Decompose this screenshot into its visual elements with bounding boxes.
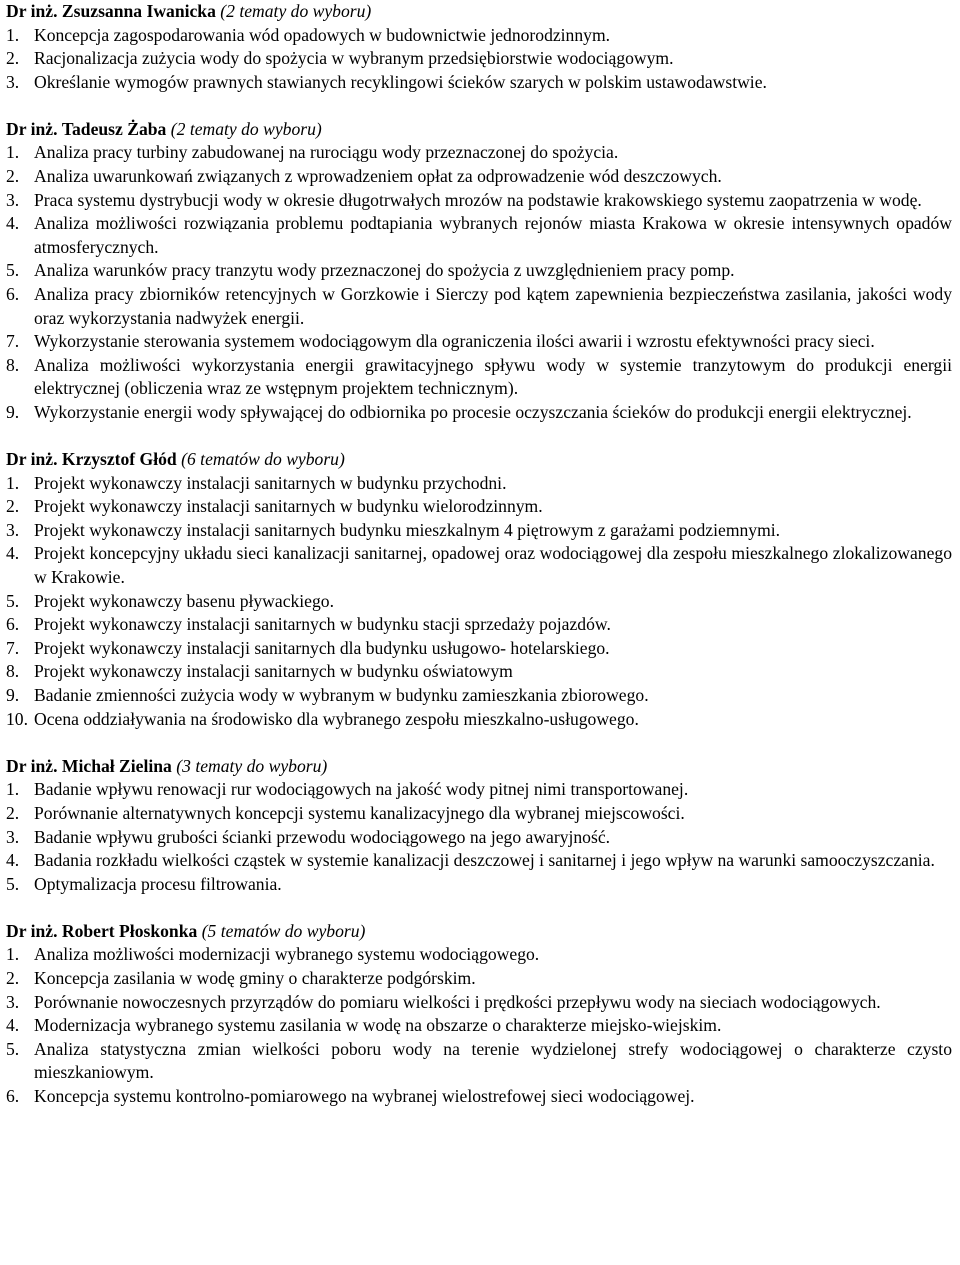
topic-item: [6, 778, 952, 802]
supervisor-title: Dr inż.: [6, 449, 58, 470]
topic-text: Projekt koncepcyjny układu sieci kanalizacji sanitarnej, opadowej oraz wodociągowej dla zespołu mieszkalnego zlokalizowanego w Krakowie.: [34, 543, 952, 588]
topic-number: 1.: [6, 142, 20, 163]
topic-text: Analiza pracy zbiorników retencyjnych w Gorzkowie i Sierczy pod kątem zapewnienia bezpieczeństwa zasilania, jakości wody oraz wykorzystania nadwyżek energii.: [34, 284, 952, 328]
supervisor-section: [6, 920, 952, 1109]
supervisor-heading: [6, 118, 952, 142]
topic-item: [6, 212, 952, 259]
topic-number: 1.: [6, 944, 20, 965]
supervisor-title: Dr inż.: [6, 755, 58, 776]
topic-text: Analiza warunków pracy tranzytu wody przeznaczonej do spożycia z uwzględnieniem pracy pomp.: [34, 260, 735, 281]
topic-number: 2.: [6, 802, 20, 823]
supervisor-heading: [6, 755, 952, 779]
topic-text: Analiza uwarunkowań związanych z wprowadzeniem opłat za odprowadzenie wód deszczowych.: [34, 166, 722, 187]
supervisor-title: Dr inż.: [6, 1, 58, 21]
topic-text: Badanie wpływu grubości ścianki przewodu wodociągowego na jego awaryjność.: [34, 826, 611, 847]
topic-number: 3.: [6, 826, 20, 847]
topic-text: Badanie zmienności zużycia wody w wybranym w budynku zamieszkania zbiorowego.: [34, 685, 649, 706]
topic-count: (5 tematów do wyboru): [201, 920, 366, 941]
topic-item: [6, 189, 952, 213]
topic-number: 1.: [6, 24, 20, 45]
topic-text: Koncepcja zasilania w wodę gminy o charakterze podgórskim.: [34, 967, 476, 988]
topic-item: [6, 991, 952, 1015]
topic-count: (3 tematy do wyboru): [176, 755, 328, 776]
topic-text: Projekt wykonawczy instalacji sanitarnych w budynku przychodni.: [34, 472, 507, 493]
topic-item: [6, 472, 952, 496]
topic-list: [6, 141, 952, 424]
topic-text: Analiza możliwości rozwiązania problemu podtapiania wybranych rejonów miasta Krakowa w okresie intensywnych opadów atmosferycznych.: [34, 213, 952, 257]
topic-count: (2 tematy do wyboru): [170, 118, 322, 139]
supervisor-heading: [6, 0, 952, 24]
topic-number: 3.: [6, 71, 20, 92]
topic-item: [6, 873, 952, 897]
topic-item: [6, 24, 952, 48]
topic-item: [6, 1038, 952, 1085]
topic-number: 2.: [6, 496, 20, 517]
topic-text: Praca systemu dystrybucji wody w okresie długotrwałych mrozów na podstawie krakowskiego systemu zaopatrzenia w wodę.: [34, 189, 922, 210]
topic-count: (6 tematów do wyboru): [181, 449, 345, 470]
supervisor-section: [6, 448, 952, 731]
topic-number: 4.: [6, 850, 20, 871]
topic-number: 10.: [6, 708, 28, 729]
topic-item: [6, 519, 952, 543]
topic-text: Badania rozkładu wielkości cząstek w systemie kanalizacji deszczowej i sanitarnej i jego wpływ na warunki samooczyszczania.: [34, 850, 935, 871]
topic-item: [6, 849, 952, 873]
topic-number: 5.: [6, 590, 20, 611]
topic-text: Analiza możliwości wykorzystania energii grawitacyjnego spływu wody w systemie tranzytowym do produkcji energii elektrycznej (obliczenia wraz ze wstępnym projektem technicznym).: [34, 354, 952, 399]
topic-number: 9.: [6, 402, 20, 422]
supervisor-heading: [6, 920, 952, 944]
supervisor-heading: [6, 448, 952, 472]
topic-number: 2.: [6, 967, 20, 988]
supervisor-title: Dr inż.: [6, 920, 58, 941]
topic-item: [6, 1085, 952, 1109]
topic-text: Modernizacja wybranego systemu zasilania w wodę na obszarze o charakterze miejsko-wiejskim.: [34, 1015, 722, 1036]
topic-number: 5.: [6, 260, 20, 281]
topic-item: [6, 590, 952, 614]
topic-text: Ocena oddziaływania na środowisko dla wybranego zespołu mieszkalno-usługowego.: [34, 708, 639, 729]
supervisor-name: Krzysztof Głód: [61, 449, 177, 470]
topic-list: [6, 472, 952, 732]
topic-text: Porównanie nowoczesnych przyrządów do pomiaru wielkości i prędkości przepływu wody na sieciach wodociągowych.: [34, 991, 881, 1012]
topic-text: Racjonalizacja zużycia wody do spożycia w wybranym przedsiębiorstwie wodociągowym.: [34, 48, 674, 69]
supervisor-title: Dr inż.: [6, 118, 58, 139]
topic-item: [6, 542, 952, 589]
topic-text: Badanie wpływu renowacji rur wodociągowych na jakość wody pitnej nimi transportowanej.: [34, 779, 689, 800]
topic-item: [6, 684, 952, 708]
topic-text: Projekt wykonawczy instalacji sanitarnych w budynku wielorodzinnym.: [34, 496, 543, 517]
topic-number: 4.: [6, 1015, 20, 1036]
topic-item: [6, 259, 952, 283]
supervisor-name: Robert Płoskonka: [61, 920, 198, 941]
topic-item: [6, 943, 952, 967]
topic-item: [6, 495, 952, 519]
topic-text: Wykorzystanie sterowania systemem wodociągowym dla ograniczenia ilości awarii i wzrostu efektywności pracy sieci.: [34, 331, 875, 352]
supervisor-name: Zsuzsanna Iwanicka: [61, 1, 216, 21]
topic-number: 9.: [6, 685, 20, 706]
topic-item: [6, 660, 952, 684]
topic-number: 3.: [6, 519, 20, 540]
topic-text: Projekt wykonawczy instalacji sanitarnych w budynku stacji sprzedaży pojazdów.: [34, 614, 611, 635]
topic-number: 4.: [6, 213, 20, 234]
topic-text: Analiza pracy turbiny zabudowanej na rurociągu wody przeznaczonej do spożycia.: [34, 142, 619, 163]
topic-number: 6.: [6, 614, 20, 635]
topic-number: 1.: [6, 779, 20, 800]
topic-item: [6, 401, 952, 425]
supervisor-name: Tadeusz Żaba: [61, 118, 167, 139]
topic-list: [6, 943, 952, 1108]
topic-list: [6, 778, 952, 896]
supervisor-section: [6, 118, 952, 425]
topic-item: [6, 330, 952, 354]
supervisor-section: [6, 0, 952, 94]
topic-item: [6, 71, 952, 95]
topic-text: Wykorzystanie energii wody spływającej do odbiornika po procesie oczyszczania ścieków do produkcji energii elektrycznej.: [34, 402, 912, 422]
topic-item: [6, 708, 952, 732]
topic-text: Określanie wymogów prawnych stawianych recyklingowi ścieków szarych w polskim ustawodawstwie.: [34, 71, 767, 92]
topic-number: 2.: [6, 48, 20, 69]
topic-text: Analiza statystyczna zmian wielkości poboru wody na terenie wydzielonej strefy wodociągowej o charakterze czysto mieszkaniowym.: [34, 1038, 952, 1083]
topic-item: [6, 967, 952, 991]
topic-item: [6, 802, 952, 826]
topic-number: 3.: [6, 991, 20, 1012]
topic-item: [6, 141, 952, 165]
topic-item: [6, 637, 952, 661]
topic-text: Porównanie alternatywnych koncepcji systemu kanalizacyjnego dla wybranej miejscowości.: [34, 802, 685, 823]
topic-number: 8.: [6, 661, 20, 682]
topic-number: 5.: [6, 873, 20, 894]
topic-item: [6, 354, 952, 401]
topic-count: (2 tematy do wyboru): [220, 1, 372, 21]
supervisor-name: Michał Zielina: [61, 755, 172, 776]
topic-text: Projekt wykonawczy basenu pływackiego.: [34, 590, 334, 611]
topic-item: [6, 165, 952, 189]
topic-number: 6.: [6, 1085, 20, 1106]
topic-number: 2.: [6, 166, 20, 187]
topic-text: Optymalizacja procesu filtrowania.: [34, 873, 282, 894]
topic-number: 8.: [6, 354, 20, 375]
topic-text: Projekt wykonawczy instalacji sanitarnych w budynku oświatowym: [34, 661, 513, 682]
topic-item: [6, 1014, 952, 1038]
topic-item: [6, 283, 952, 330]
topic-number: 7.: [6, 331, 20, 352]
topic-list: [6, 24, 952, 95]
topic-text: Projekt wykonawczy instalacji sanitarnych dla budynku usługowo- hotelarskiego.: [34, 637, 610, 658]
topic-item: [6, 826, 952, 850]
topic-number: 6.: [6, 284, 20, 305]
topic-text: Analiza możliwości modernizacji wybranego systemu wodociągowego.: [34, 944, 540, 965]
topic-text: Koncepcja zagospodarowania wód opadowych w budownictwie jednorodzinnym.: [34, 24, 611, 45]
topic-text: Projekt wykonawczy instalacji sanitarnych budynku mieszkalnym 4 piętrowym z garażami podziemnymi.: [34, 519, 781, 540]
topic-number: 5.: [6, 1038, 20, 1059]
topic-number: 4.: [6, 543, 20, 564]
supervisor-section: [6, 755, 952, 897]
topic-item: [6, 47, 952, 71]
topic-item: [6, 613, 952, 637]
topic-text: Koncepcja systemu kontrolno-pomiarowego na wybranej wielostrefowej sieci wodociągowej.: [34, 1085, 695, 1106]
topic-number: 3.: [6, 189, 20, 210]
topic-number: 1.: [6, 472, 20, 493]
topic-number: 7.: [6, 637, 20, 658]
